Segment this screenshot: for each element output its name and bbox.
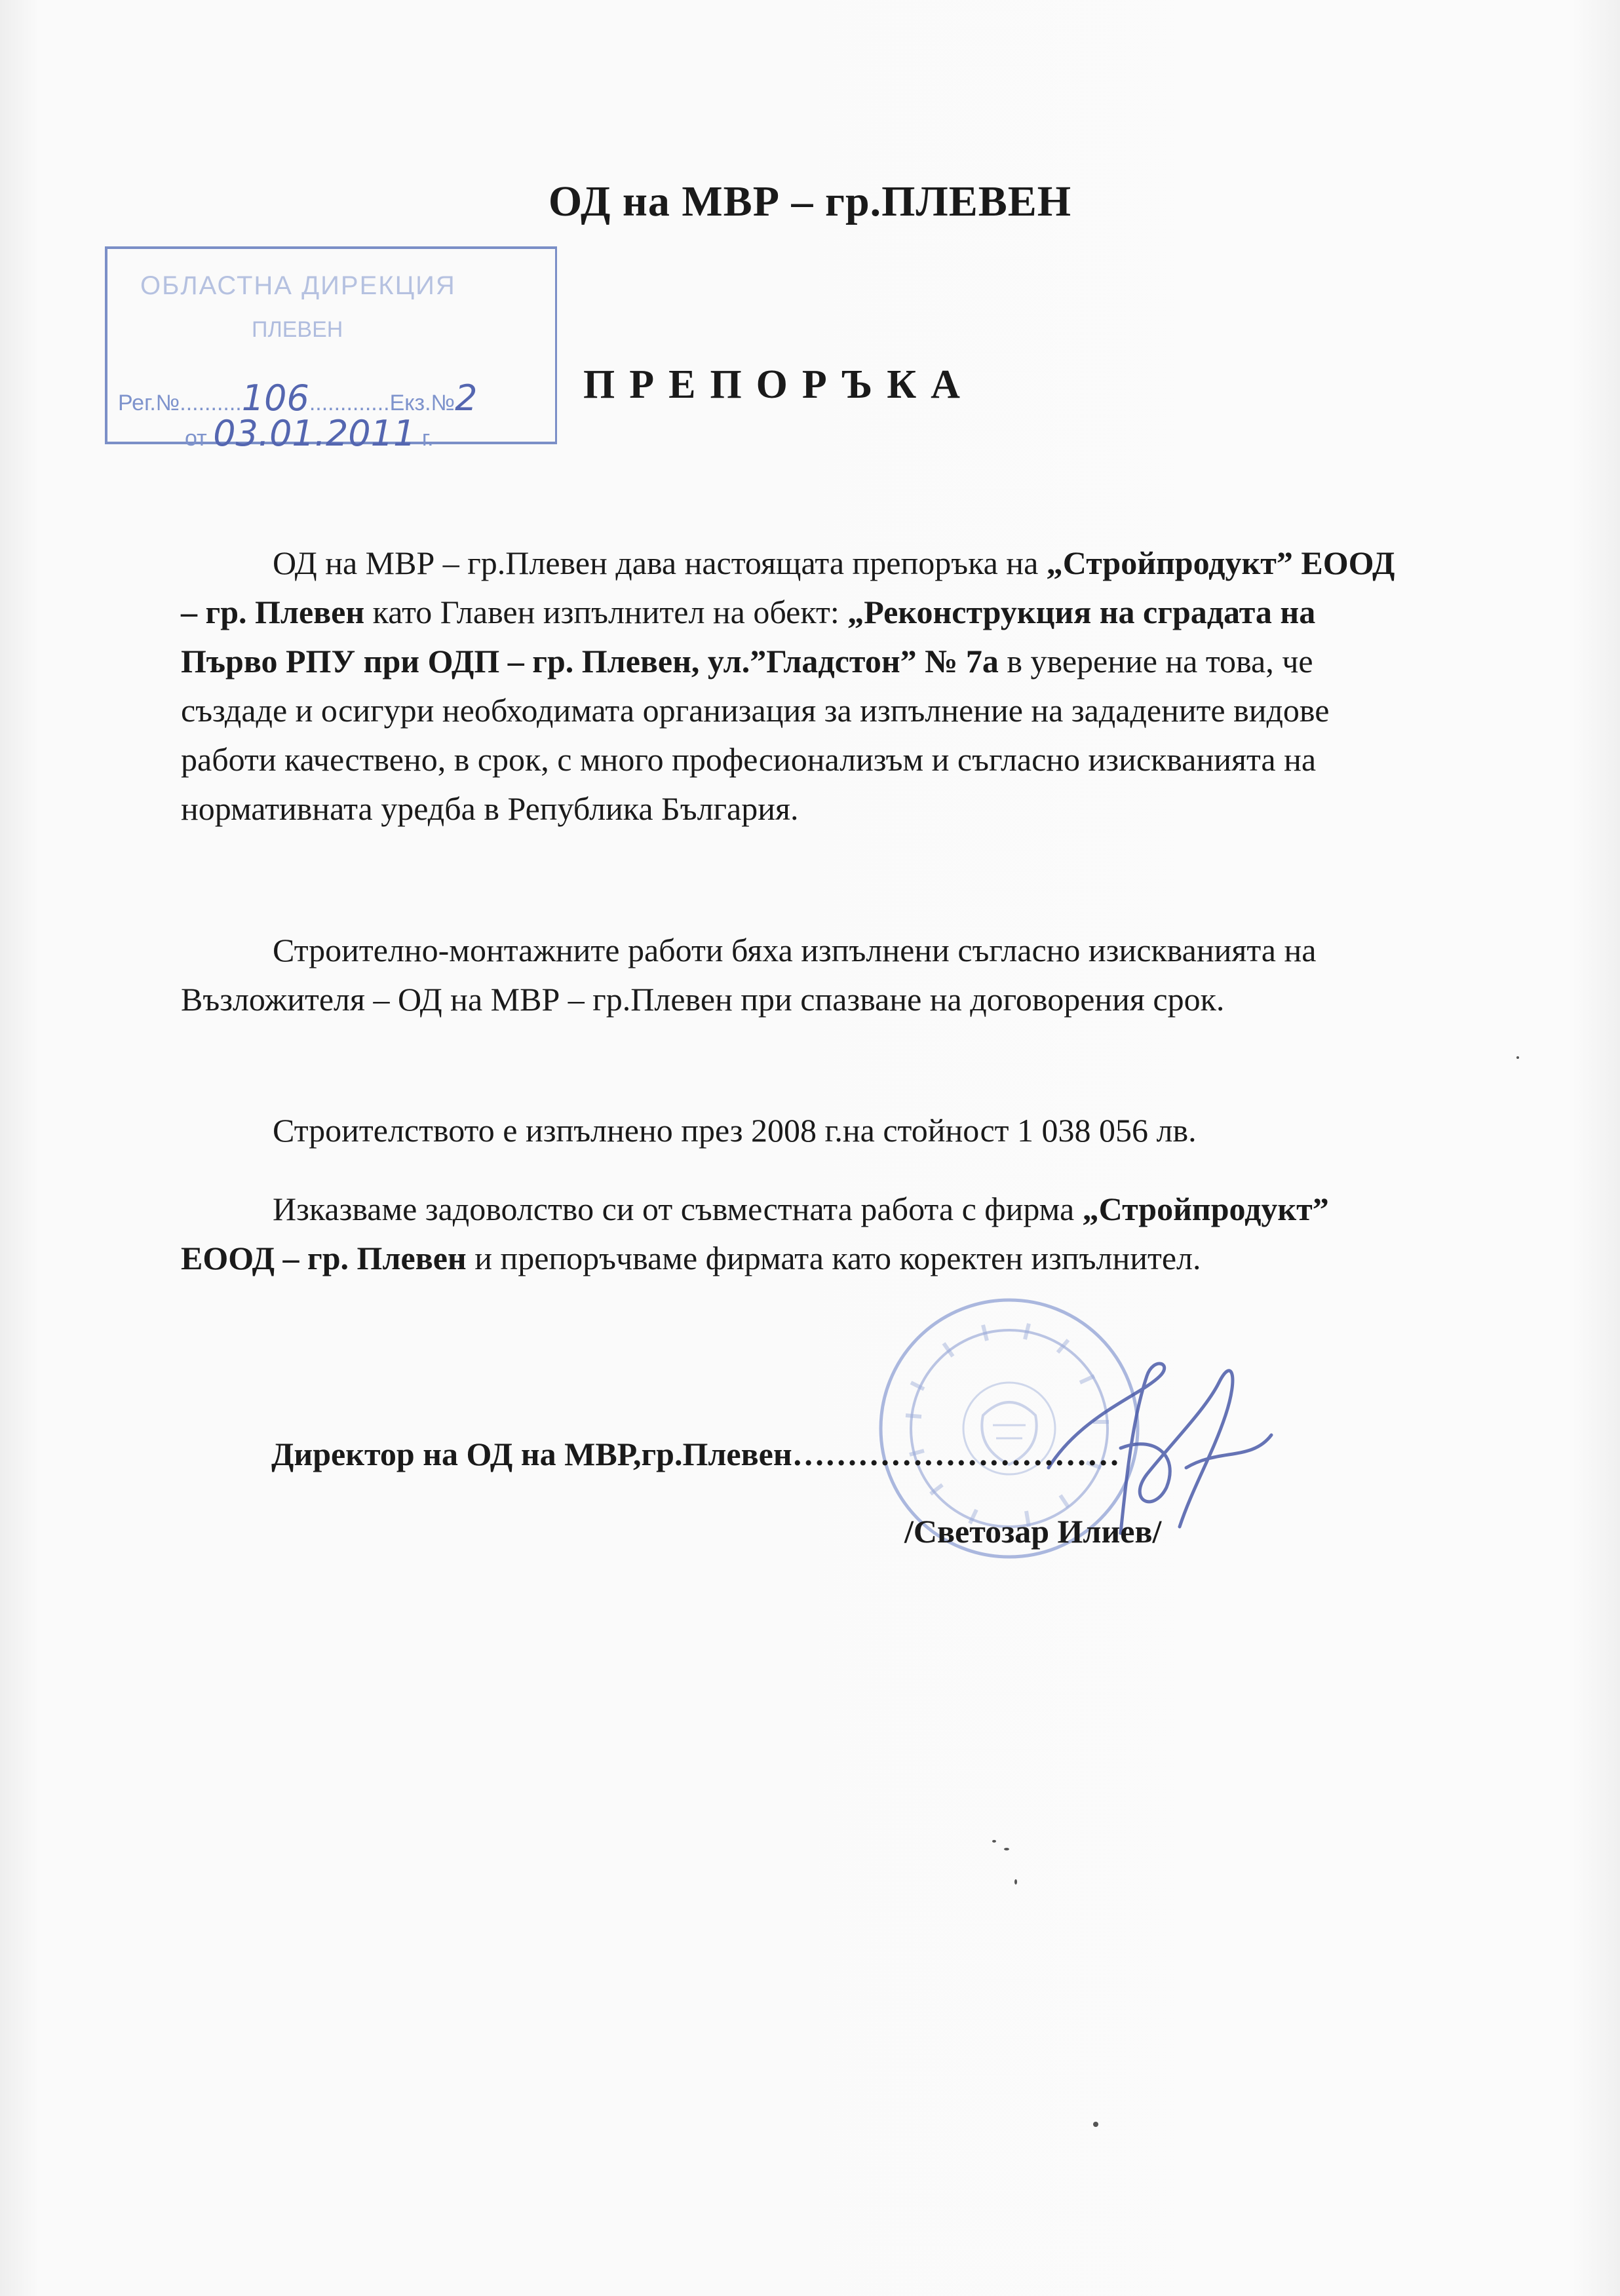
p1-object-name: „Реконструкция на сградата на Първо РПУ при ОДП – гр. Плевен, ул.”Гладстон” № 7а [181,594,1316,679]
scan-speck [1516,1056,1519,1059]
stamp-date-suffix: г. [421,426,434,451]
stamp-registration-row: Рег.№..........106.............Екз.№2 [118,377,478,419]
paragraph-satisfaction [181,1185,1400,1283]
paragraph-value [181,1106,1400,1155]
scan-speck [1093,2122,1098,2127]
signatory-name: /Светозар Илиев/ [904,1513,1162,1550]
registration-stamp [105,246,557,454]
stamp-line-directorate: ОБЛАСТНА ДИРЕКЦИЯ [140,271,456,300]
p4-text-1: Изказваме задоволство си от съвместната работа с фирма [273,1191,1083,1227]
p4-company-name: „Стройпродукт” ЕООД – гр. Плевен [181,1191,1329,1276]
scan-speck [1014,1879,1017,1885]
scan-speck [1004,1848,1009,1850]
p1-text-1: ОД на МВР – гр.Плевен дава настоящата препоръка на [273,545,1047,581]
p1-company-name: „Стройпродукт” ЕООД – гр. Плевен [181,545,1395,630]
p1-text-2: като Главен изпълнител на обект: [364,594,848,630]
stamp-reg-number: 106 [241,377,309,419]
stamp-date-value: 03.01.2011 [213,413,416,454]
stamp-copy-label: Екз.№ [389,391,455,415]
stamp-copy-number: 2 [455,377,478,419]
p4-text-2: и препоръчваме фирмата като коректен изпълнител. [466,1240,1201,1276]
signature-line: Директор на ОД на МВР,гр.Плевен………………………… [271,1436,1120,1472]
institution-heading: ОД на МВР – гр.ПЛЕВЕН [548,178,1072,225]
stamp-reg-label: Рег.№ [118,391,180,415]
p2-text: Строително-монтажните работи бяха изпълнени съгласно изискванията на Възложителя – ОД на МВР – гр.Плевен при спазване на договорения срок. [181,932,1317,1018]
scan-speck [992,1840,996,1843]
paragraph-works [181,926,1400,1024]
stamp-line-city: ПЛЕВЕН [252,317,343,342]
stamp-date-prefix: от [185,426,207,451]
document-title: ПРЕПОРЪКА [583,362,974,407]
stamp-date-row [185,413,434,454]
p3-text: Строителството е изпълнено през 2008 г.на стойност 1 038 056 лв. [273,1112,1197,1149]
paragraph-recommendation [181,539,1400,833]
p1-text-3: в уверение на това, че създаде и осигури необходимата организация за изпълнение на зададените видове работи качествено, в срок, с много професионализъм и съгласно изискванията на нормативната уредба в Република България. [181,643,1330,827]
